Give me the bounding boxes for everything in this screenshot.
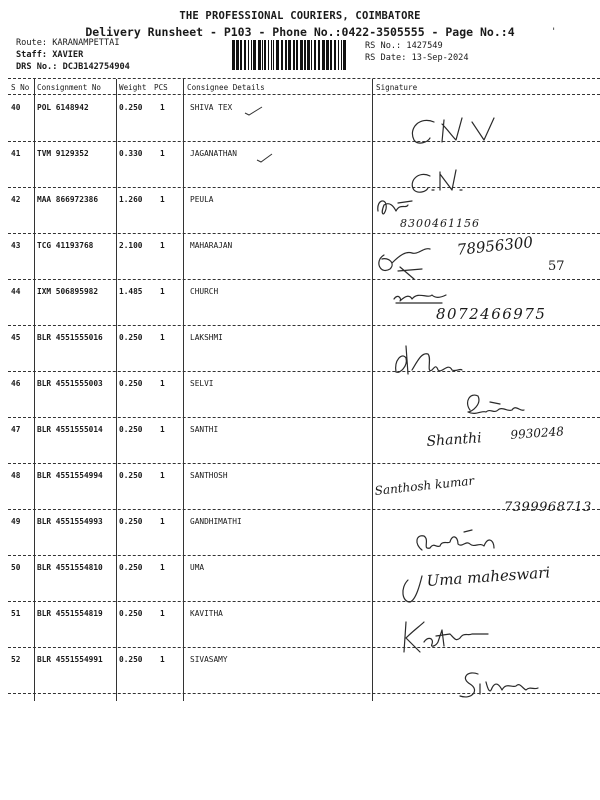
barcode	[232, 40, 350, 70]
signature-47-phone: 9930248	[510, 424, 565, 442]
signature-47	[372, 420, 600, 480]
barcode-bar	[232, 40, 235, 70]
col-pcs: PCS	[154, 83, 168, 92]
row-consignment-no: BLR 4551555014	[37, 425, 103, 434]
row-consignee: SHIVA TEX	[190, 103, 233, 112]
barcode-graphic	[232, 40, 350, 70]
row-sno: 50	[11, 563, 21, 572]
col-divider	[183, 79, 184, 701]
rs-no-value: 1427549	[406, 41, 443, 51]
row-pcs: 1	[160, 609, 165, 618]
drs-line	[16, 62, 130, 72]
col-divider	[116, 79, 117, 701]
signature-43-phone: 78956300	[456, 233, 534, 259]
signature-42-phone: 8300461156	[400, 217, 480, 230]
row-weight: 0.250	[119, 609, 143, 618]
stray-mark: '	[551, 27, 557, 37]
row-consignee: UMA	[190, 563, 205, 572]
staff-label: Staff:	[16, 50, 48, 60]
signature-48-name: Santhosh kumar	[374, 473, 475, 498]
row-pcs: 1	[160, 287, 165, 296]
row-pcs: 1	[160, 563, 165, 572]
row-weight: 0.250	[119, 471, 143, 480]
signature-52	[372, 660, 600, 720]
barcode-bar	[343, 40, 346, 70]
row-consignee: SANTHI	[190, 425, 219, 434]
row-consignee: SANTHOSH	[190, 471, 228, 480]
row-pcs: 1	[160, 517, 165, 526]
row-sno: 41	[11, 149, 21, 158]
rs-date-line	[365, 53, 469, 63]
barcode-bar	[334, 40, 336, 70]
row-consignment-no: POL 6148942	[37, 103, 89, 112]
row-consignment-no: BLR 4551554810	[37, 563, 103, 572]
row-consignee: GANDHIMATHI	[190, 517, 242, 526]
row-sno: 49	[11, 517, 21, 526]
runsheet-title: Delivery Runsheet - P103 - Phone No.:0422-3505555 - Page No.:4	[85, 25, 515, 39]
signature-44-phone: 8072466975	[436, 305, 547, 323]
row-weight: 0.250	[119, 517, 143, 526]
check-mark	[256, 148, 276, 158]
row-sno: 46	[11, 379, 21, 388]
barcode-bar	[285, 40, 287, 70]
row-sno: 44	[11, 287, 21, 296]
row-consignment-no: MAA 866972386	[37, 195, 99, 204]
barcode-bar	[281, 40, 283, 70]
row-consignment-no: BLR 4551554993	[37, 517, 103, 526]
signature-52-graphic	[372, 660, 600, 720]
row-pcs: 1	[160, 149, 165, 158]
col-sno: S No	[11, 83, 30, 92]
row-pcs: 1	[160, 195, 165, 204]
signature-43-extra: 57	[548, 259, 565, 274]
col-weight: Weight	[119, 83, 147, 92]
col-consignee: Consignee Details	[187, 83, 265, 92]
row-consignee: MAHARAJAN	[190, 241, 233, 250]
row-consignee: KAVITHA	[190, 609, 223, 618]
header-top-rule	[8, 78, 600, 79]
rs-no-label: RS No.:	[365, 41, 402, 51]
barcode-bar	[244, 40, 246, 70]
barcode-bar	[271, 40, 272, 70]
row-pcs: 1	[160, 103, 165, 112]
route-label: Route:	[16, 38, 48, 48]
company-title: THE PROFESSIONAL COURIERS, COIMBATORE	[179, 10, 421, 22]
barcode-bar	[311, 40, 312, 70]
row-pcs: 1	[160, 241, 165, 250]
row-sno: 48	[11, 471, 21, 480]
row-weight: 1.485	[119, 287, 143, 296]
check-mark	[244, 101, 264, 111]
drs-label: DRS No.:	[16, 62, 58, 72]
barcode-bar	[326, 40, 329, 70]
barcode-bar	[318, 40, 320, 70]
barcode-bar	[262, 40, 263, 70]
barcode-bar	[253, 40, 256, 70]
row-consignee: CHURCH	[190, 287, 219, 296]
barcode-bar	[240, 40, 242, 70]
barcode-bar	[296, 40, 298, 70]
barcode-bar	[251, 40, 252, 70]
row-consignee: PEULA	[190, 195, 214, 204]
row-consignment-no: BLR 4551555016	[37, 333, 103, 342]
row-sno: 42	[11, 195, 21, 204]
rs-date-label: RS Date:	[365, 53, 407, 63]
rs-no-line	[365, 41, 443, 51]
barcode-bar	[293, 40, 295, 70]
drs-value: DCJB142754904	[62, 62, 130, 72]
signature-50-name: Uma maheswari	[426, 563, 551, 590]
row-consignment-no: BLR 4551555003	[37, 379, 103, 388]
barcode-bar	[273, 40, 274, 70]
signature-44	[372, 285, 600, 345]
row-weight: 1.260	[119, 195, 143, 204]
row-consignee: LAKSHMI	[190, 333, 223, 342]
row-consignment-no: BLR 4551554819	[37, 609, 103, 618]
barcode-bar	[307, 40, 310, 70]
row-pcs: 1	[160, 425, 165, 434]
row-consignee: SIVASAMY	[190, 655, 228, 664]
row-pcs: 1	[160, 333, 165, 342]
staff-line	[16, 50, 83, 60]
barcode-bar	[304, 40, 306, 70]
row-consignment-no: IXM 506895982	[37, 287, 99, 296]
row-consignment-no: BLR 4551554991	[37, 655, 103, 664]
row-consignee: SELVI	[190, 379, 214, 388]
barcode-bar	[258, 40, 261, 70]
row-weight: 0.250	[119, 563, 143, 572]
signature-48-phone: 7399968713	[504, 500, 592, 515]
col-divider	[34, 79, 35, 701]
row-weight: 0.250	[119, 379, 143, 388]
header-bottom-rule	[8, 94, 600, 95]
col-consignment: Consignment No	[37, 83, 102, 92]
row-pcs: 1	[160, 379, 165, 388]
row-weight: 0.250	[119, 333, 143, 342]
row-sno: 51	[11, 609, 21, 618]
row-weight: 0.250	[119, 425, 143, 434]
row-weight: 0.250	[119, 655, 143, 664]
rs-date-value: 13-Sep-2024	[411, 53, 469, 63]
row-consignment-no: TCG 41193768	[37, 241, 94, 250]
row-consignment-no: TVM 9129352	[37, 149, 89, 158]
row-sno: 40	[11, 103, 21, 112]
barcode-bar	[276, 40, 279, 70]
barcode-bar	[322, 40, 325, 70]
row-sno: 43	[11, 241, 21, 250]
row-sno: 52	[11, 655, 21, 664]
barcode-bar	[264, 40, 266, 70]
col-signature: Signature	[376, 83, 418, 92]
row-sno: 47	[11, 425, 21, 434]
barcode-bar	[248, 40, 249, 70]
barcode-bar	[314, 40, 316, 70]
row-sno: 45	[11, 333, 21, 342]
row-weight: 2.100	[119, 241, 143, 250]
signature-47-name: Shanthi	[426, 430, 483, 450]
barcode-bar	[341, 40, 342, 70]
row-weight: 0.330	[119, 149, 143, 158]
route-value: KARANAMPETTAI	[52, 38, 120, 48]
barcode-bar	[338, 40, 339, 70]
row-weight: 0.250	[119, 103, 143, 112]
barcode-bar	[330, 40, 332, 70]
barcode-bar	[268, 40, 269, 70]
row-pcs: 1	[160, 471, 165, 480]
barcode-bar	[300, 40, 303, 70]
barcode-bar	[236, 40, 239, 70]
row-pcs: 1	[160, 655, 165, 664]
staff-value: XAVIER	[52, 50, 84, 60]
row-consignment-no: BLR 4551554994	[37, 471, 103, 480]
row-consignee: JAGANATHAN	[190, 149, 237, 158]
route-line	[16, 38, 120, 48]
barcode-bar	[288, 40, 291, 70]
